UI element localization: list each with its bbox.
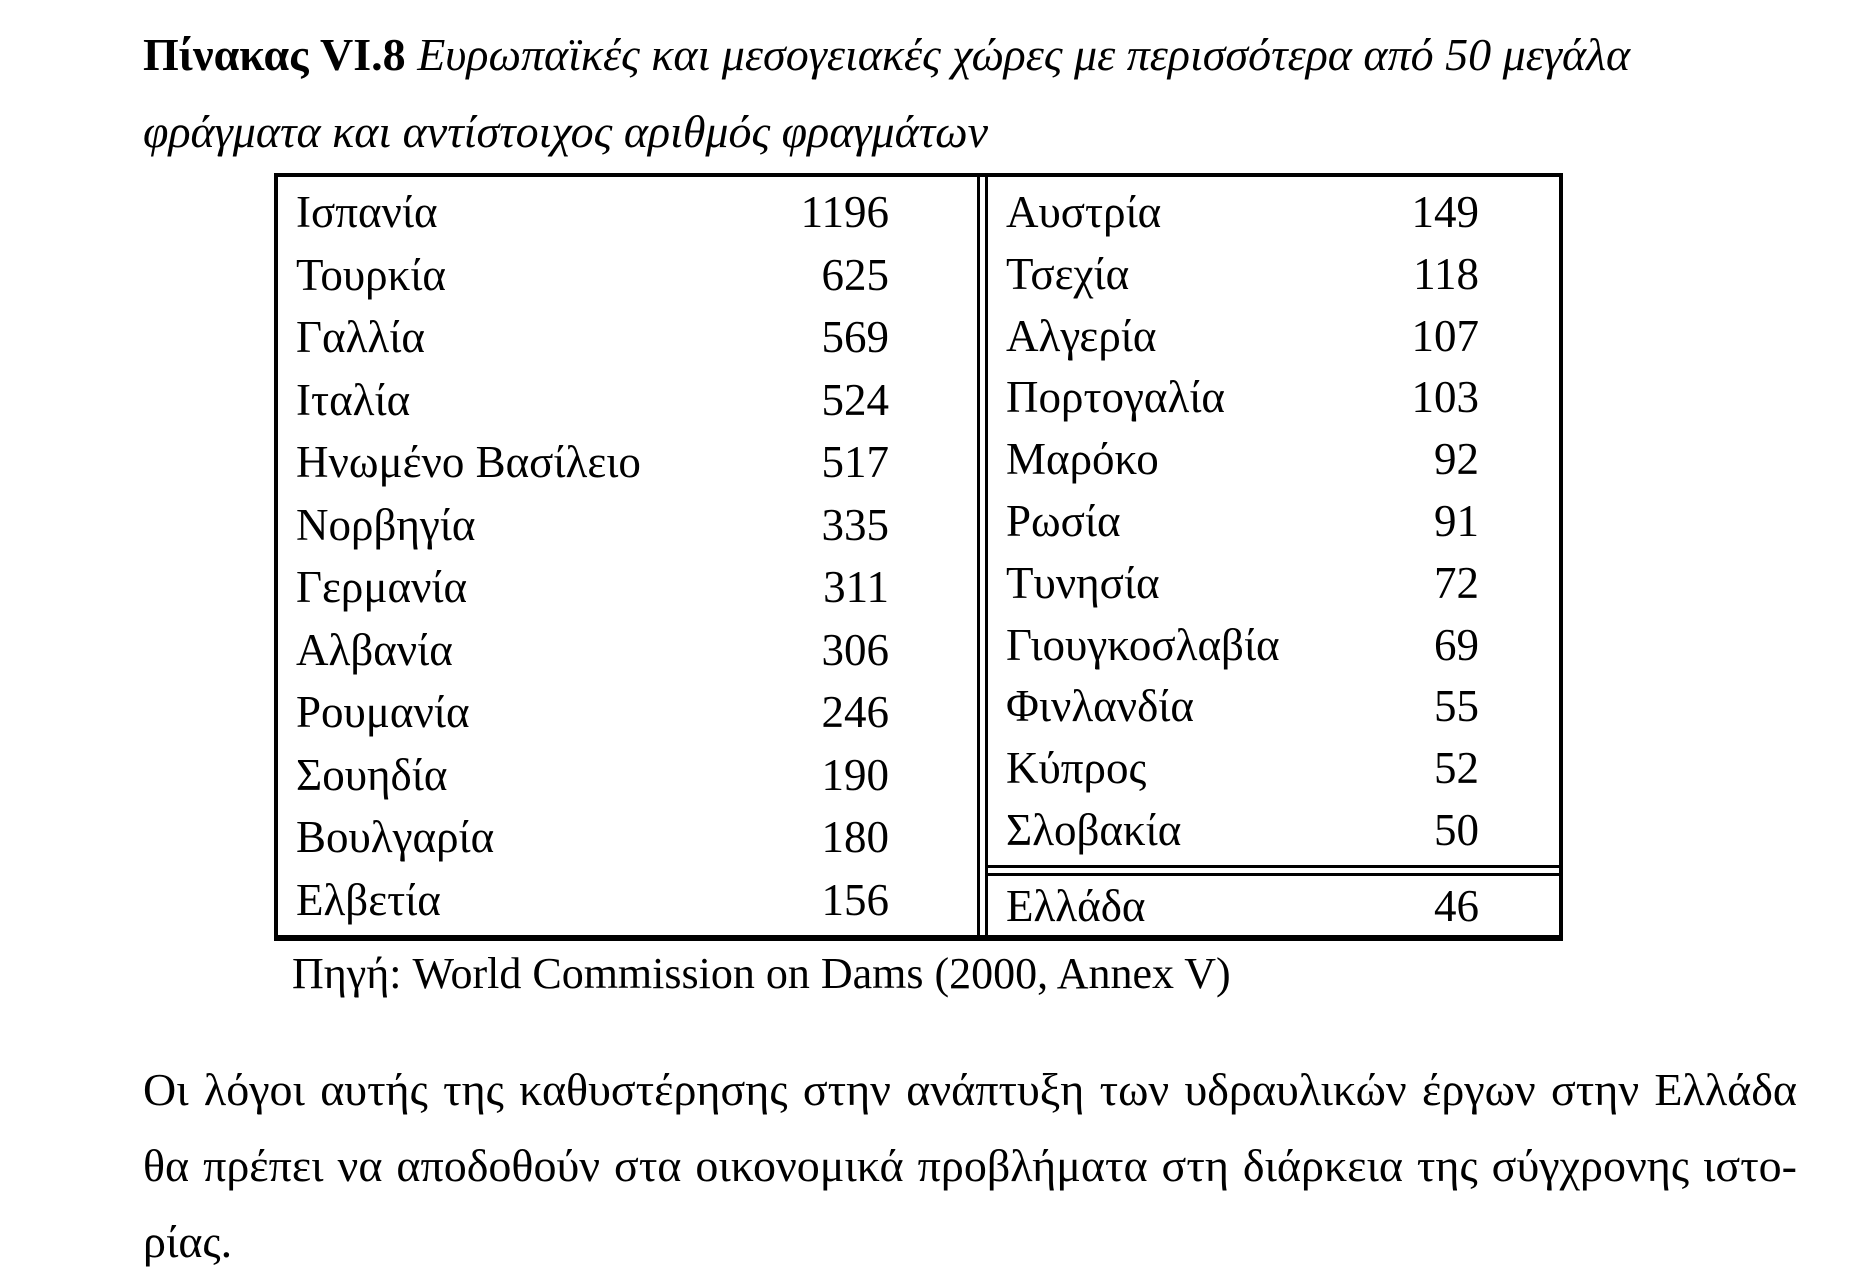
table-row: [988, 243, 1559, 305]
table-row: [278, 431, 977, 494]
dam-count: 311: [823, 562, 889, 613]
country-name: Ελλάδα: [1006, 880, 1146, 931]
country-name: Φινλανδία: [1006, 681, 1194, 732]
table-row: [278, 869, 977, 932]
table-caption: [143, 16, 1803, 170]
country-name: Αλβανία: [296, 624, 453, 675]
table-row: [278, 306, 977, 369]
source-note: Πηγή: World Commission on Dams (2000, Annex V): [292, 949, 1231, 998]
dam-count: 91: [1434, 495, 1479, 546]
table-row: [988, 366, 1559, 428]
paragraph-line: θα πρέπει να αποδοθούν στα οικονομικά προβλήματα στη διάρκεια της σύγχρονης ιστο-: [143, 1140, 1797, 1191]
table-row: [988, 305, 1559, 367]
body-paragraph: [143, 1052, 1797, 1280]
dam-count: 92: [1434, 434, 1479, 485]
dam-count: 1196: [800, 187, 889, 238]
country-name: Κύπρος: [1006, 743, 1147, 794]
dam-count: 180: [821, 812, 889, 863]
country-name: Μαρόκο: [1006, 434, 1159, 485]
dam-count: 72: [1434, 557, 1479, 608]
table-caption-number: Πίνακας VI.8: [143, 29, 406, 80]
country-name: Τυνησία: [1006, 557, 1160, 608]
table-row: [988, 799, 1559, 861]
dam-count: 156: [821, 874, 889, 925]
dam-count: 306: [821, 624, 889, 675]
table-row: [278, 619, 977, 682]
dam-count: 46: [1434, 880, 1479, 931]
dams-table-right-column: [985, 177, 1559, 935]
country-name: Σουηδία: [296, 749, 448, 800]
country-name: Ισπανία: [296, 187, 438, 238]
country-name: Τουρκία: [296, 249, 446, 300]
table-caption-text2: φράγματα και αντίστοιχος αριθμός φραγμάτων: [143, 106, 989, 157]
country-name: Γερμανία: [296, 562, 468, 613]
country-name: Σλοβακία: [1006, 805, 1182, 856]
table-row: [988, 552, 1559, 614]
dams-table-right-rows: [988, 177, 1559, 868]
dam-count: 55: [1434, 681, 1479, 732]
table-row: [278, 244, 977, 307]
table-row: [988, 428, 1559, 490]
table-row: [278, 369, 977, 432]
dam-count: 118: [1413, 248, 1479, 299]
country-name: Πορτογαλία: [1006, 372, 1226, 423]
paragraph-line: Οι λόγοι αυτής της καθυστέρησης στην ανάπτυξη των υδραυλικών έργων στην Ελλάδα: [143, 1064, 1797, 1115]
dams-table-left-column: [278, 177, 980, 935]
country-name: Βουλγαρία: [296, 812, 495, 863]
dam-count: 246: [821, 687, 889, 738]
dam-count: 625: [821, 249, 889, 300]
dams-table: [274, 173, 1563, 941]
country-name: Νορβηγία: [296, 499, 476, 550]
table-row: [278, 681, 977, 744]
greece-row: [988, 873, 1559, 935]
table-row: [988, 676, 1559, 738]
table-row: [278, 494, 977, 557]
country-name: Αλγερία: [1006, 310, 1157, 361]
dam-count: 524: [821, 374, 889, 425]
country-name: Τσεχία: [1006, 248, 1130, 299]
country-name: Ρωσία: [1006, 495, 1121, 546]
dam-count: 335: [821, 499, 889, 550]
country-name: Αυστρία: [1006, 186, 1162, 237]
dam-count: 517: [821, 437, 889, 488]
dam-count: 103: [1411, 372, 1479, 423]
table-row: [988, 181, 1559, 243]
dam-count: 52: [1434, 743, 1479, 794]
table-row: [278, 744, 977, 807]
dam-count: 190: [821, 749, 889, 800]
country-name: Γαλλία: [296, 312, 425, 363]
dam-count: 107: [1411, 310, 1479, 361]
paragraph-line: ρίας.: [143, 1216, 233, 1267]
table-row: [988, 614, 1559, 676]
dam-count: 149: [1411, 186, 1479, 237]
table-row: [278, 556, 977, 619]
dam-count: 569: [821, 312, 889, 363]
table-caption-line1: [143, 16, 1803, 93]
table-row: [988, 737, 1559, 799]
table-row: [278, 181, 977, 244]
country-name: Γιουγκοσλαβία: [1006, 619, 1280, 670]
dam-count: 50: [1434, 805, 1479, 856]
table-row: [278, 806, 977, 869]
country-name: Ιταλία: [296, 374, 411, 425]
table-caption-text1: Ευρωπαϊκές και μεσογειακές χώρες με περισσότερα από 50 μεγάλα: [417, 29, 1631, 80]
country-name: Ελβετία: [296, 874, 441, 925]
country-name: Ρουμανία: [296, 687, 470, 738]
table-row: [988, 490, 1559, 552]
dam-count: 69: [1434, 619, 1479, 670]
country-name: Ηνωμένο Βασίλειο: [296, 437, 641, 488]
